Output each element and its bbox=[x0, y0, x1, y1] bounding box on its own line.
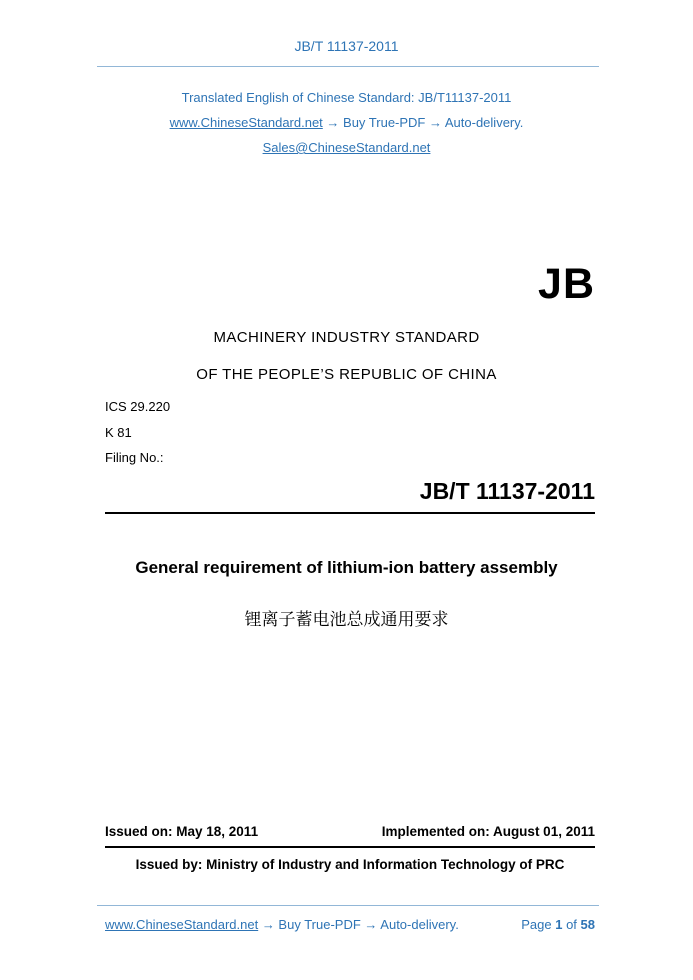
footer-page-total: 58 bbox=[580, 917, 595, 932]
implemented-on-date: Implemented on: August 01, 2011 bbox=[381, 824, 595, 839]
issued-on-date: Issued on: May 18, 2011 bbox=[105, 824, 259, 839]
classification-code: K 81 bbox=[105, 425, 132, 440]
header-site-line bbox=[0, 115, 693, 130]
filing-no-label: Filing No.: bbox=[105, 450, 164, 465]
footer-page-label: Page bbox=[521, 917, 552, 932]
header-site-link[interactable]: www.ChineseStandard.net bbox=[169, 115, 323, 130]
header-email-line bbox=[0, 140, 693, 155]
standard-body-logo: JB bbox=[538, 260, 595, 308]
ics-code: ICS 29.220 bbox=[105, 399, 171, 414]
footer-site-link[interactable]: www.ChineseStandard.net bbox=[105, 917, 259, 932]
footer-page-of: of bbox=[566, 917, 577, 932]
issued-by-line: Issued by: Ministry of Industry and Information Technology of PRC bbox=[135, 857, 565, 872]
issue-dates-rule bbox=[105, 846, 595, 848]
footer-page-current: 1 bbox=[555, 917, 563, 932]
document-title-english: General requirement of lithium-ion battery assembly bbox=[135, 558, 558, 577]
header-email-link[interactable]: Sales@ChineseStandard.net bbox=[262, 140, 431, 155]
standard-number: JB/T 11137-2011 bbox=[419, 478, 595, 504]
standard-number-rule bbox=[105, 512, 595, 514]
footer-page-indicator bbox=[521, 917, 595, 932]
standard-type-line2: OF THE PEOPLE’S REPUBLIC OF CHINA bbox=[196, 366, 497, 383]
header-translated-line: Translated English of Chinese Standard: JB/T11137-2011 bbox=[181, 90, 512, 105]
issue-dates-row bbox=[105, 824, 595, 839]
header-doc-code: JB/T 11137-2011 bbox=[294, 38, 399, 54]
footer-row bbox=[105, 917, 595, 932]
header-divider bbox=[97, 66, 599, 67]
footer-site-line-rest: → Buy True-PDF → Auto-delivery. bbox=[258, 917, 459, 932]
header-site-line-rest: → Buy True-PDF → Auto-delivery. bbox=[322, 115, 524, 130]
document-title-chinese: 锂离子蓄电池总成通用要求 bbox=[244, 610, 449, 630]
footer-site-line bbox=[105, 917, 459, 932]
standard-type-line1: MACHINERY INDUSTRY STANDARD bbox=[213, 329, 480, 346]
footer-divider bbox=[97, 905, 599, 906]
